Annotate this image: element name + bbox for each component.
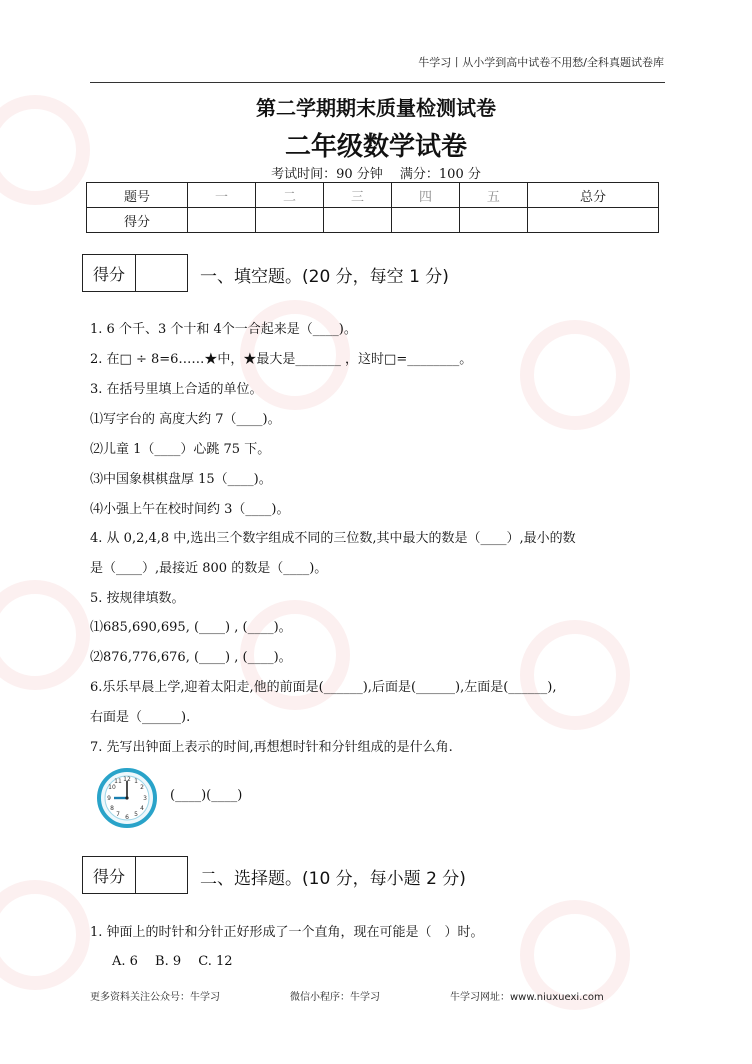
score-cell [459, 208, 527, 233]
header-divider [90, 82, 665, 83]
question-line: 1. 钟面上的时针和分针正好形成了一个直角，现在可能是（ ）时。 [90, 925, 484, 940]
clock-face-icon [97, 768, 157, 828]
question-line: ⑵876,776,676, (____) , (____)。 [90, 650, 292, 665]
score-cell [391, 208, 459, 233]
watermark-logo [0, 580, 90, 690]
watermark-logo [520, 620, 630, 730]
question-line: ⑷小强上午在校时间约 3（____)。 [90, 502, 290, 517]
score-table-row [87, 208, 659, 233]
footer-mini-program: 微信小程序：牛学习 [290, 992, 380, 1003]
watermark-logo [0, 880, 90, 990]
score-table-header: 二 [255, 183, 323, 208]
exam-info: 考试时间：90 分钟 满分：100 分 [271, 167, 481, 182]
section1-title: 一、填空题。(20 分，每空 1 分) [200, 267, 449, 287]
exam-subtitle: 二年级数学试卷 [284, 132, 467, 162]
svg-text:5: 5 [134, 811, 138, 818]
svg-text:7: 7 [116, 811, 120, 818]
header-slogan: 牛学习丨从小学到高中试卷不用愁/全科真题试卷库 [418, 56, 664, 69]
question-line: 是（____）,最接近 800 的数是（____)。 [90, 561, 328, 576]
question-line: 6.乐乐早晨上学,迎着太阳走,他的前面是(______),后面是(______),左面是(______), [90, 680, 557, 695]
score-table-header-row [87, 183, 659, 208]
svg-text:10: 10 [108, 784, 116, 791]
question-line: 3. 在括号里填上合适的单位。 [90, 382, 263, 397]
question-line: 4. 从 0,2,4,8 中,选出三个数字组成不同的三位数,其中最大的数是（____）,最小的数 [90, 531, 576, 546]
footer-website: 牛学习网址：www.niuxuexi.com [450, 992, 604, 1003]
score-table-header: 四 [391, 183, 459, 208]
question-line: 7. 先写出钟面上表示的时间,再想想时针和分针组成的是什么角. [90, 740, 453, 755]
section1-score-label: 得分 [83, 255, 136, 291]
score-cell [255, 208, 323, 233]
score-cell [188, 208, 256, 233]
svg-text:8: 8 [110, 805, 114, 812]
score-cell [527, 208, 658, 233]
svg-text:2: 2 [140, 784, 144, 791]
section2-score-label: 得分 [83, 857, 136, 893]
question-line: ⑴685,690,695, (____) , (____)。 [90, 620, 292, 635]
section2-score-box [82, 856, 188, 894]
svg-text:6: 6 [125, 814, 129, 821]
score-table-header: 一 [188, 183, 256, 208]
svg-text:12: 12 [123, 776, 131, 783]
score-table-header: 题号 [87, 183, 188, 208]
score-row-label: 得分 [87, 208, 188, 233]
footer-wechat-account: 更多资料关注公众号：牛学习 [90, 992, 220, 1003]
question-line: 1. 6 个千、3 个十和 4个一合起来是（____)。 [90, 322, 357, 337]
question-line: ⑴写字台的 高度大约 7（____)。 [90, 412, 281, 427]
question-line: ⑶中国象棋棋盘厚 15（____)。 [90, 472, 272, 487]
section1-score-box [82, 254, 188, 292]
svg-text:3: 3 [143, 795, 147, 802]
answer-options: A. 6 B. 9 C. 12 [112, 954, 233, 969]
svg-text:1: 1 [134, 778, 138, 785]
watermark-logo [520, 320, 630, 430]
question-line: 5. 按规律填数。 [90, 591, 185, 606]
clock-answer-blanks: (____)(____) [170, 788, 243, 803]
score-table-header: 总分 [527, 183, 658, 208]
score-table [86, 182, 659, 233]
question-line: 右面是（______). [90, 710, 191, 725]
svg-text:11: 11 [114, 778, 122, 785]
exam-title: 第二学期期末质量检测试卷 [256, 96, 496, 120]
svg-text:4: 4 [140, 805, 144, 812]
score-table-header: 三 [323, 183, 391, 208]
svg-text:9: 9 [107, 795, 111, 802]
question-line: 2. 在□ ÷ 8=6……★中，★最大是_______ ，这时□=________。 [90, 352, 473, 367]
section2-title: 二、选择题。(10 分，每小题 2 分) [200, 869, 466, 889]
question-line: ⑵儿童 1（____）心跳 75 下。 [90, 442, 271, 457]
score-table-header: 五 [459, 183, 527, 208]
score-cell [323, 208, 391, 233]
